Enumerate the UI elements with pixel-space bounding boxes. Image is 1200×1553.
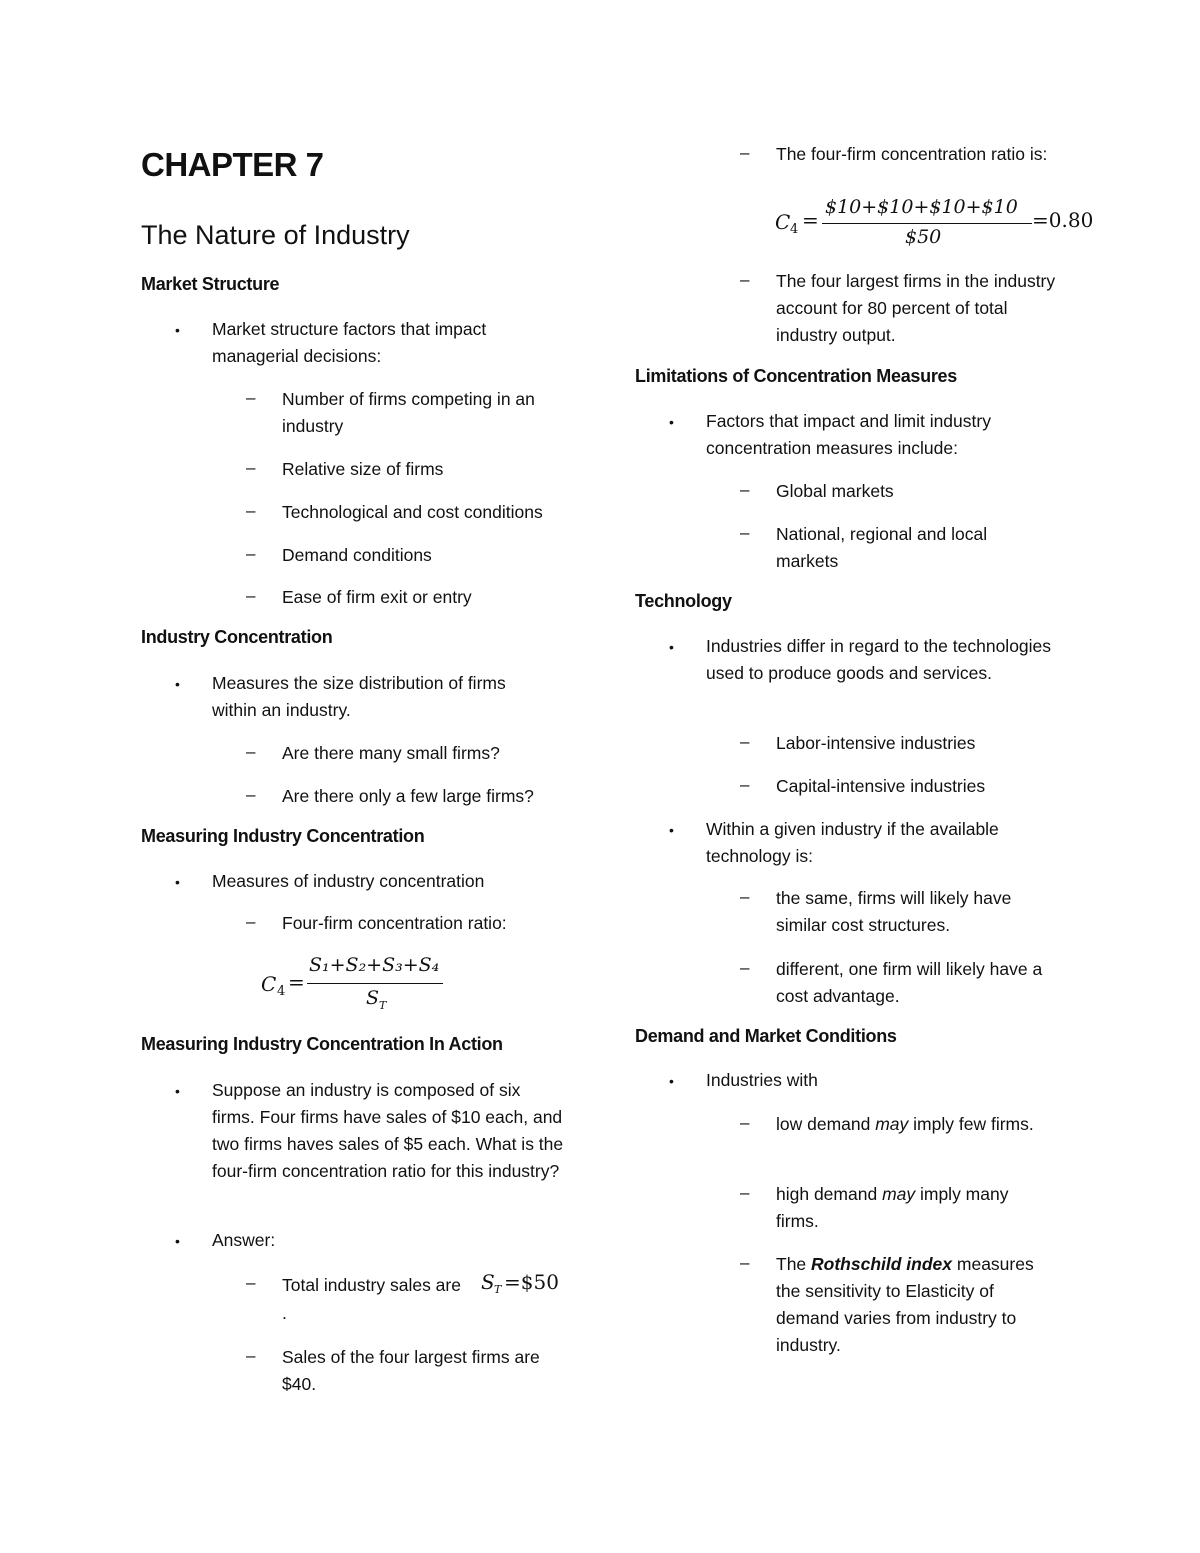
list-item: Capital-intensive industries [776, 776, 986, 796]
total-sales-text: Total industry sales are [282, 1275, 461, 1295]
dash-icon: – [740, 732, 750, 751]
heading-measuring: Measuring Industry Concentration [141, 826, 425, 846]
formula-denominator-sub: T [379, 999, 387, 1012]
list-item-high-demand [776, 1181, 1046, 1235]
chapter-label: CHAPTER 7 [141, 146, 324, 183]
dash-icon: – [246, 912, 256, 931]
list-item: the same, firms will likely have similar cost structures. [776, 888, 1012, 935]
dash-icon: – [740, 480, 750, 499]
list-item [282, 1270, 582, 1330]
dash-icon: – [246, 785, 256, 804]
list-item: Are there many small firms? [282, 743, 500, 763]
math-s-sub: T [494, 1283, 502, 1296]
text: imply few firms. [908, 1114, 1034, 1134]
list-item: Global markets [776, 481, 894, 501]
bullet-icon: • [175, 1233, 180, 1249]
list-item: Demand conditions [282, 545, 432, 565]
list-item-rothschild [776, 1251, 1056, 1359]
market-structure-bullet: Market structure factors that impact managerial decisions: [212, 319, 487, 366]
list-item-low-demand [776, 1111, 1036, 1138]
bullet-icon: • [175, 322, 180, 338]
formula-numerator: $10+$10+$10+$10 [825, 196, 1018, 218]
technology-bullet-1: Industries differ in regard to the technologies used to produce goods and services. [706, 636, 1052, 683]
list-item: Technological and cost conditions [282, 502, 543, 522]
fraction-bar [307, 983, 443, 984]
list-item: different, one firm will likely have a cost advantage. [776, 959, 1043, 1006]
math-value: =$50 [504, 1270, 559, 1294]
dash-icon: – [740, 1113, 750, 1132]
dash-icon: – [246, 742, 256, 761]
formula-lhs: C [775, 210, 791, 234]
heading-limitations: Limitations of Concentration Measures [635, 366, 957, 386]
dash-icon: – [740, 1183, 750, 1202]
heading-market-structure: Market Structure [141, 274, 280, 294]
demand-bullet: Industries with [706, 1070, 818, 1090]
dash-icon: – [246, 1346, 256, 1365]
rothschild-term: Rothschild index [811, 1254, 953, 1274]
text: imply many firms. [776, 1184, 1009, 1231]
dash-icon: – [246, 1273, 256, 1292]
heading-demand: Demand and Market Conditions [635, 1026, 897, 1046]
text: The [776, 1254, 812, 1274]
emphasis: may [882, 1184, 916, 1204]
list-item: Sales of the four largest firms are $40. [282, 1347, 540, 1394]
list-item: The four-firm concentration ratio is: [776, 144, 1048, 164]
formula-denominator: S [366, 987, 380, 1009]
list-item: Number of firms competing in an industry [282, 389, 535, 436]
heading-industry-concentration: Industry Concentration [141, 627, 333, 647]
list-item: Four-firm concentration ratio: [282, 913, 507, 933]
formula-denominator: $50 [905, 226, 942, 248]
bullet-icon: • [175, 676, 180, 692]
fraction-bar [822, 223, 1032, 224]
text: measures the sensitivity to Elasticity of demand varies from industry to industry. [776, 1254, 1034, 1355]
dash-icon: – [740, 887, 750, 906]
bullet-icon: • [175, 874, 180, 890]
technology-bullet-2: Within a given industry if the available technology is: [706, 819, 999, 866]
limitations-bullet: Factors that impact and limit industry concentration measures include: [706, 411, 991, 458]
bullet-icon: • [669, 639, 674, 655]
dash-icon: – [740, 1253, 750, 1272]
list-item: Labor-intensive industries [776, 733, 976, 753]
list-item: Are there only a few large firms? [282, 786, 534, 806]
list-item: Ease of firm exit or entry [282, 587, 472, 607]
formula-lhs-sub: 4 [790, 222, 799, 237]
emphasis: may [875, 1114, 909, 1134]
math-s: S [481, 1270, 495, 1294]
dash-icon: – [740, 958, 750, 977]
bullet-icon: • [669, 822, 674, 838]
dash-icon: – [740, 523, 750, 542]
concentration-formula [261, 954, 451, 1014]
list-item: The four largest firms in the industry account for 80 percent of total industry output. [776, 271, 1056, 345]
list-item: National, regional and local markets [776, 524, 988, 571]
dash-icon: – [740, 143, 750, 162]
formula-lhs: C [261, 972, 277, 996]
answer-label: Answer: [212, 1230, 276, 1250]
dash-icon: – [740, 775, 750, 794]
formula-eq: = [802, 208, 819, 232]
page-title: The Nature of Industry [141, 220, 410, 250]
period: . [282, 1303, 287, 1323]
formula-numerator: S₁+S₂+S₃+S₄ [309, 954, 440, 976]
dash-icon: – [246, 586, 256, 605]
formula-lhs-sub: 4 [277, 984, 286, 999]
text: low demand [776, 1114, 876, 1134]
heading-in-action: Measuring Industry Concentration In Action [141, 1034, 503, 1054]
text: high demand [776, 1184, 883, 1204]
measuring-bullet: Measures of industry concentration [212, 871, 485, 891]
heading-technology: Technology [635, 591, 732, 611]
formula-result: =0.80 [1032, 208, 1094, 232]
bullet-icon: • [669, 414, 674, 430]
bullet-icon: • [175, 1083, 180, 1099]
dash-icon: – [246, 388, 256, 407]
list-item: Relative size of firms [282, 459, 444, 479]
in-action-bullet: Suppose an industry is composed of six firms. Four firms have sales of $10 each, and two firms haves sales of $5 each. What is the four-firm concentration ratio for this industry? [212, 1080, 564, 1181]
dash-icon: – [740, 270, 750, 289]
dash-icon: – [246, 501, 256, 520]
bullet-icon: • [669, 1073, 674, 1089]
ratio-formula [775, 196, 1105, 252]
industry-concentration-bullet: Measures the size distribution of firms within an industry. [212, 673, 506, 720]
formula-eq: = [288, 970, 305, 994]
dash-icon: – [246, 458, 256, 477]
dash-icon: – [246, 544, 256, 563]
